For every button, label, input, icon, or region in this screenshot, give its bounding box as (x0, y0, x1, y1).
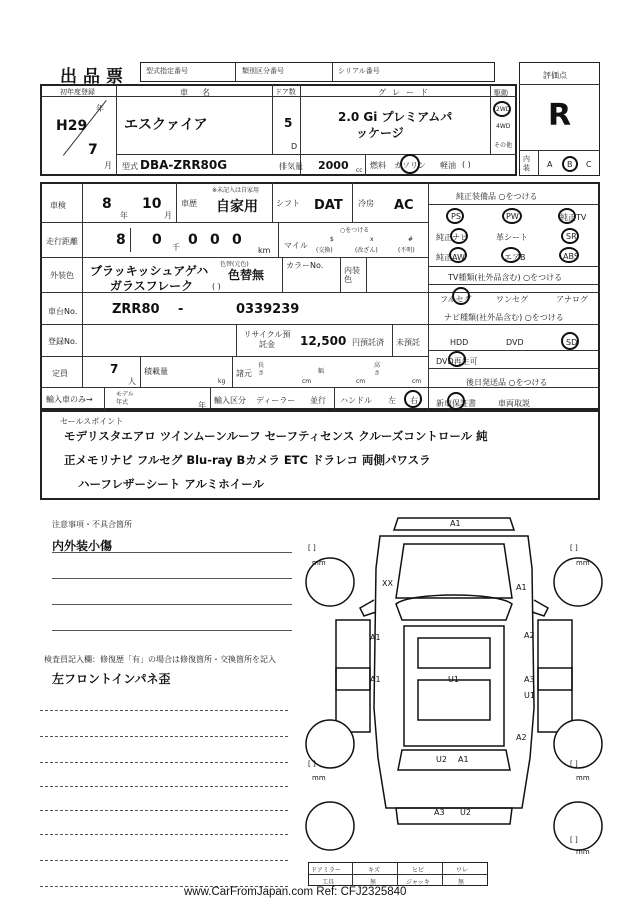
month-unit: 月 (104, 161, 112, 170)
navi-dvd-play: DVD再生可 (436, 357, 478, 366)
drive-2wd-circle (493, 101, 511, 117)
note-line (40, 810, 288, 811)
diagram-mark: A1 (450, 519, 461, 528)
mm-label: mm (576, 774, 590, 782)
note-line (40, 786, 288, 787)
after-warranty: 新車保証書 (436, 399, 476, 408)
not-deposited: 未預託 (396, 338, 420, 347)
equip-navi-circle (450, 228, 468, 244)
note-line (40, 762, 288, 763)
note-line (40, 710, 288, 711)
diagram-mark: A3 (434, 808, 445, 817)
navi-dvd: DVD (506, 338, 524, 347)
shift-value: DAT (314, 198, 343, 213)
equip-airbag: エアB (504, 253, 526, 262)
equip-aw-circle (449, 247, 467, 263)
inspection-year-unit: 年 (120, 211, 128, 220)
after-parts-title: 後日発送品 ○をつける (466, 378, 548, 387)
height-unit: cm (412, 378, 422, 385)
equip-pw-circle (502, 208, 522, 224)
mileage-digit-4: 0 (210, 232, 220, 248)
mileage-digit-5: 0 (232, 232, 242, 248)
car-name-label: 車名 (180, 88, 224, 97)
bracket: [ ] (570, 760, 578, 768)
width-label: 幅 (318, 368, 325, 375)
navi-sd-circle (561, 332, 579, 350)
legend-row-3: ジャッキ (406, 879, 430, 886)
grade-line2: ッケージ (356, 126, 404, 140)
handle-right: 右 (410, 396, 418, 405)
interior-label: 内装 (523, 155, 530, 172)
frame-label: 車台No. (48, 307, 78, 316)
note-line (52, 630, 292, 631)
tv-fullseg-circle (452, 287, 470, 305)
legend-row-1: 工具 (322, 879, 335, 886)
capacity-unit: 人 (128, 377, 136, 386)
length-unit: cm (302, 378, 312, 385)
equip-navi: 純正ナビ (436, 233, 468, 242)
drive-label: 駆動 (494, 89, 508, 97)
tv-title: TV種類(社外品含む) ○をつける (448, 273, 563, 282)
mile-label: マイル (284, 241, 308, 250)
equip-airbag-circle (501, 247, 521, 263)
history-value: 自家用 (216, 199, 258, 215)
legend-row-2: 無 (370, 879, 377, 886)
page-title: 出品票 (60, 67, 129, 87)
inspection-month-unit: 月 (164, 211, 172, 220)
fuel-gasoline-circle (400, 154, 420, 174)
defects-value: 内外装小傷 (52, 539, 113, 553)
navi-sd: SD (566, 338, 578, 347)
doors-value: 5 (284, 116, 293, 130)
import-parallel: 並行 (310, 396, 326, 405)
class-label: 類別区分番号 (242, 67, 284, 75)
mileage-label: 走行距離 (46, 237, 78, 246)
car-damage-diagram (300, 508, 610, 868)
exterior-orig-label: 色替(元色) (220, 261, 249, 268)
exterior-orig-value: 色替無 (228, 268, 265, 282)
note-line (52, 552, 292, 553)
bracket: [ ] (308, 760, 316, 768)
interior-grade-a: A (547, 160, 553, 169)
equip-tv-circle (558, 208, 576, 224)
ac-value: AC (394, 198, 414, 213)
diagram-mark: A1 (458, 755, 469, 764)
note-line (40, 736, 288, 737)
diagram-mark: A1 (370, 633, 381, 642)
eval-label: 評価点 (543, 71, 567, 80)
handle-right-circle (404, 390, 422, 408)
tv-oneseg: ワンセグ (496, 295, 528, 304)
inspector-label: 検査員記入欄：修復歴「有」の場合は修復箇所・交換箇所を記入 (44, 655, 276, 664)
diagram-mark: A2 (516, 733, 527, 742)
note-line (52, 578, 292, 579)
equip-sr-circle (561, 228, 579, 244)
mileage-digit-1: 8 (116, 232, 126, 248)
mm-label: mm (312, 559, 326, 567)
diagram-mark: A2 (524, 631, 535, 640)
exterior-label: 外装色 (50, 271, 74, 280)
equip-abs-circle (559, 247, 579, 263)
first-reg-label: 初年度登録 (60, 88, 95, 96)
length-label: 長さ (258, 362, 265, 377)
equip-aw: 純正AW (436, 253, 465, 262)
recycle-label: リサイクル預託金 (243, 330, 291, 349)
dim-label: 諸元 (236, 369, 252, 378)
legend-header-1: ドアミラー (311, 867, 341, 874)
interior-grade-b: B (567, 160, 573, 169)
diagram-mark: U2 (460, 808, 471, 817)
mm-label: mm (576, 848, 590, 856)
interior-color-label: 内装色 (344, 266, 360, 284)
note-line (40, 860, 288, 861)
header-code-box (140, 62, 495, 82)
import-year-unit: 年 (198, 401, 206, 410)
diagram-mark: U2 (436, 755, 447, 764)
drive-2wd: 2WD (496, 106, 511, 113)
tv-fullseg: フルセグ (440, 295, 472, 304)
grade-label: グレード (378, 88, 434, 97)
capacity-value: 7 (110, 362, 119, 376)
sales-point-line-3: ハーフレザーシート アルミホイール (78, 477, 265, 491)
equip-abs: ABS (563, 252, 579, 261)
exterior-paren: ( ) (212, 282, 221, 291)
recycle-unit: 円預託済 (352, 338, 384, 347)
mileage-sym2: x (370, 236, 374, 243)
recycle-value: 12,500 (300, 334, 347, 348)
model-value: DBA-ZRR80G (140, 158, 228, 172)
oil-label: 軽油 (440, 161, 456, 170)
division-label: 輸入区分 (214, 396, 246, 405)
tv-analog: アナログ (556, 295, 588, 304)
capacity-label: 定員 (52, 369, 68, 378)
exterior-line2: ガラスフレーク (110, 279, 194, 293)
bracket: [ ] (570, 836, 578, 844)
exterior-line1: ブラッキッシュアゲハ (90, 264, 209, 278)
equip-leather: 革シート (496, 233, 528, 242)
mileage-modified: (改ざん) (355, 247, 378, 254)
model-year-label: モデル年式 (116, 391, 134, 406)
equip-tv: 純正TV (560, 213, 587, 222)
history-note: ※未記入は自家用 (212, 187, 260, 194)
history-label: 車歴 (181, 199, 197, 208)
import-label: 輸入車のみ→ (46, 395, 93, 404)
navi-hdd: HDD (450, 338, 469, 347)
diagram-mark: U1 (448, 675, 459, 684)
equip-ps-circle (446, 208, 464, 224)
mileage-digit-3: 0 (188, 232, 198, 248)
ac-label: 冷房 (358, 199, 374, 208)
drive-other: その他 (494, 142, 513, 149)
frame-prefix: ZRR80 (112, 302, 160, 317)
mileage-sym3: # (408, 236, 414, 243)
sales-point-line-2: 正メモリナビ フルセグ Blu-ray Bカメラ ETC ドラレコ 両側パワスラ (64, 453, 431, 467)
diagram-mark: A3 (524, 675, 535, 684)
load-unit: kg (218, 378, 226, 385)
mm-label: mm (576, 559, 590, 567)
interior-grade-c: C (586, 160, 592, 169)
width-unit: cm (356, 378, 366, 385)
doors-label: ドア数 (275, 88, 296, 96)
diagram-mark: A1 (516, 583, 527, 592)
note-line (40, 834, 288, 835)
equip-pw: PW (506, 212, 519, 221)
height-label: 高さ (374, 362, 381, 377)
handle-label: ハンドル (340, 396, 372, 405)
inspection-year: 8 (102, 196, 112, 212)
footer-reference: www.CarFromJapan.com Ref: CFJ2325840 (184, 886, 407, 898)
year-unit: 年 (96, 104, 104, 113)
equip-sr: SR (566, 232, 577, 241)
navi-title: ナビ種類(社外品含む) ○をつける (444, 313, 564, 322)
mileage-circle-note: ○をつける (340, 227, 370, 234)
eval-value: R (548, 98, 572, 133)
sales-point-line-1: モデリスタエアロ ツインムーンルーフ セーフティセンス クルーズコントロール 純 (64, 429, 488, 443)
load-label: 積載量 (144, 367, 168, 376)
registration-label: 登録No. (48, 337, 78, 346)
engine-unit: cc (356, 167, 363, 174)
fuel-label: 燃料 (370, 161, 386, 170)
bracket: [ ] (570, 544, 578, 552)
note-line (52, 604, 292, 605)
drive-4wd: 4WD (496, 123, 511, 130)
import-dealer: ディーラー (256, 396, 296, 405)
equip-ps: PS (451, 212, 461, 221)
model-label: 型式 (122, 162, 138, 171)
mm-label: mm (312, 774, 326, 782)
sales-point-label: セールスポイント (60, 417, 124, 426)
color-no-label: カラーNo. (286, 261, 324, 270)
mileage-sym1: $ (330, 236, 334, 243)
legend-header-2: キズ (368, 867, 380, 874)
engine-label: 排気量 (279, 162, 303, 171)
car-name: エスクァイア (124, 117, 208, 133)
engine-value: 2000 (318, 159, 349, 172)
after-warranty-circle (447, 392, 465, 410)
defects-label: 注意事項・不具合箇所 (52, 520, 132, 529)
frame-dash: - (178, 302, 184, 317)
first-reg-month: 7 (88, 142, 98, 158)
diagram-mark: U1 (524, 691, 535, 700)
first-reg-year: H29 (56, 118, 88, 134)
mileage-digit-2: 0 (152, 232, 162, 248)
fuel-value: ガソリン (394, 161, 426, 170)
serial-label: シリアル番号 (338, 67, 380, 75)
legend-header-3: ヒビ (412, 867, 425, 874)
handle-left: 左 (388, 396, 396, 405)
inspector-value: 左フロントインパネ歪 (52, 672, 171, 686)
inspection-label: 車検 (50, 201, 66, 210)
mileage-unknown: (不明) (398, 247, 415, 254)
diagram-mark: XX (382, 579, 393, 588)
doors-unit: D (291, 142, 298, 151)
bracket: [ ] (308, 544, 316, 552)
shift-label: シフト (276, 199, 300, 208)
fuel-paren: ( ) (462, 160, 471, 169)
navi-dvd-play-circle (448, 351, 466, 367)
inspection-month: 10 (142, 196, 162, 212)
diagram-mark: A1 (370, 675, 381, 684)
mileage-unit: km (258, 246, 271, 255)
genuine-title: 純正装備品 ○をつける (456, 192, 538, 201)
model-cert-label: 型式指定番号 (146, 67, 188, 75)
interior-b-circle (562, 156, 578, 172)
frame-number: 0339239 (236, 302, 300, 317)
legend-header-4: ワレ (456, 867, 469, 874)
mileage-exchange: (交換) (316, 247, 333, 254)
legend-row-4: 無 (458, 879, 465, 886)
grade-line1: 2.0 Gi プレミアムパ (338, 110, 453, 124)
thousand-unit: 千 (172, 243, 180, 252)
after-manual: 車両取説 (498, 399, 530, 408)
